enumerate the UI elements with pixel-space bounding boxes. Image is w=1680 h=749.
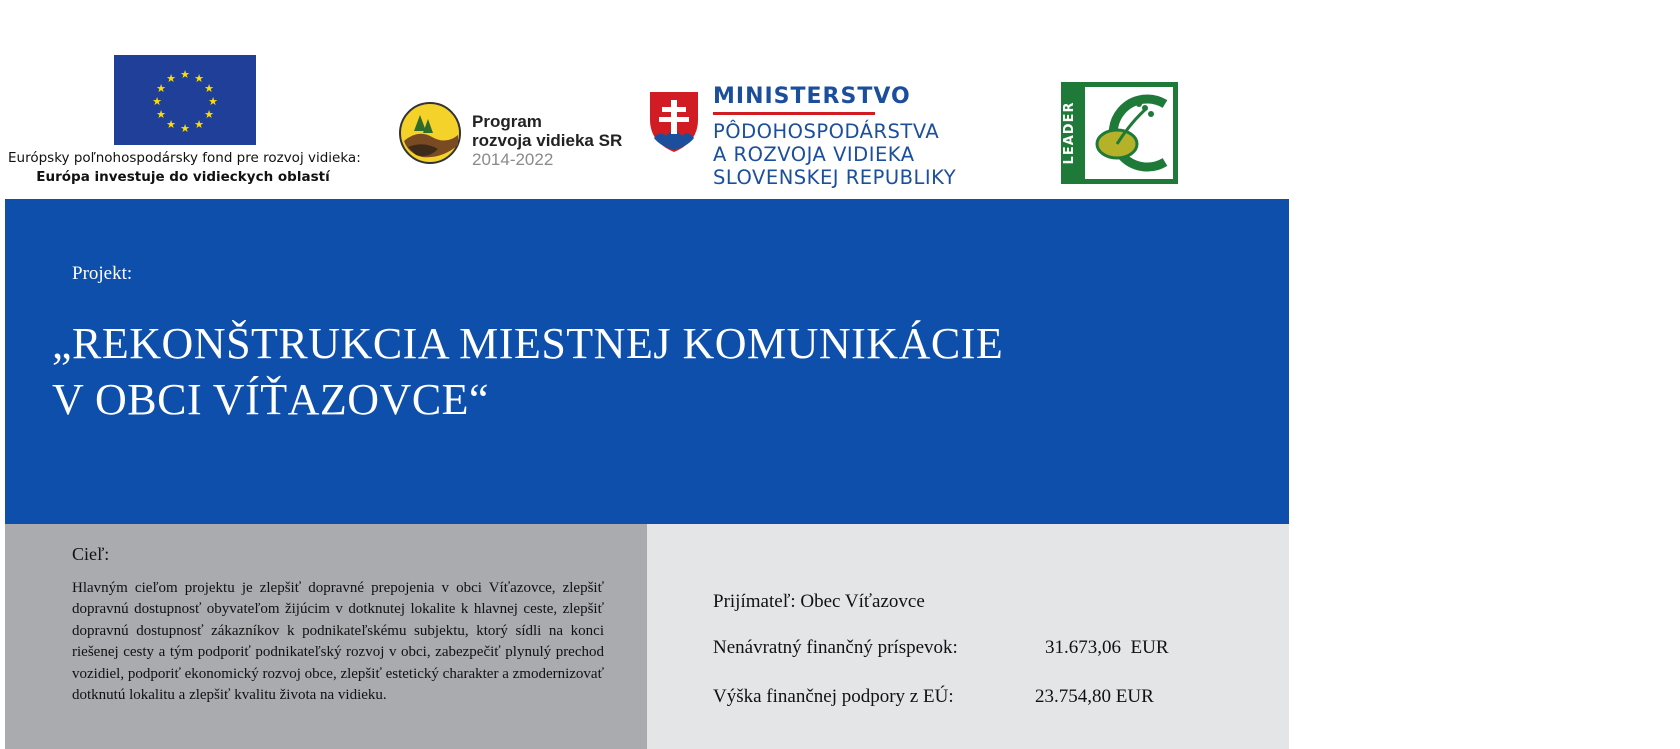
svg-text:★: ★ — [194, 118, 204, 131]
eu-slogan: Európa investuje do vidieckych oblastí — [36, 169, 330, 185]
svg-text:★: ★ — [166, 72, 176, 85]
ministry-line-2: PÔDOHOSPODÁRSTVA — [713, 120, 940, 143]
grant-value: 31.673,06 EUR — [1045, 637, 1169, 658]
leader-text: LEADER — [1062, 101, 1077, 165]
eu-flag-icon — [114, 55, 256, 145]
svg-text:★: ★ — [204, 108, 214, 121]
rural-program-logo-icon — [398, 101, 462, 165]
leader-logo-icon — [1061, 82, 1178, 184]
program-years: 2014-2022 — [472, 150, 554, 169]
svg-text:★: ★ — [166, 118, 176, 131]
svg-text:★: ★ — [204, 82, 214, 95]
svg-text:★: ★ — [208, 95, 218, 108]
project-title-line-2: V OBCI VÍŤAZOVCE“ — [52, 375, 490, 424]
program-subtitle: rozvoja vidieka SR — [472, 131, 623, 150]
svg-text:★: ★ — [180, 122, 190, 135]
ministry-line-3: A ROZVOJA VIDIEKA — [713, 143, 915, 166]
svg-text:★: ★ — [156, 108, 166, 121]
recipient: Prijímateľ: Obec Víťazovce — [713, 591, 925, 612]
program-title: Program — [472, 112, 542, 131]
eu-fund-caption: Európsky poľnohospodársky fond pre rozvoj vidieka: — [8, 150, 361, 166]
project-title-line-1: „REKONŠTRUKCIA MIESTNEJ KOMUNIKÁCIE — [52, 319, 1004, 368]
ministry-title: MINISTERSTVO — [713, 84, 911, 109]
eu-support-label: Výška finančnej podpory z EÚ: — [713, 686, 954, 707]
slovak-coat-of-arms-icon — [648, 90, 700, 154]
svg-text:★: ★ — [180, 68, 190, 81]
eu-support-value: 23.754,80 EUR — [1035, 686, 1154, 707]
ministry-line-4: SLOVENSKEJ REPUBLIKY — [713, 166, 957, 189]
grant-label: Nenávratný finančný príspevok: — [713, 637, 958, 658]
svg-text:★: ★ — [194, 72, 204, 85]
svg-text:★: ★ — [156, 82, 166, 95]
goal-label: Cieľ: — [72, 544, 110, 564]
svg-text:★: ★ — [152, 95, 162, 108]
ministry-divider — [713, 112, 875, 115]
project-label: Projekt: — [72, 263, 133, 284]
goal-description: Hlavným cieľom projektu je zlepšiť dopravné prepojenia v obci Víťazovce, zlepšiť dopravnú dostupnosť obyvateľom žijúcim v dotknutej lokalite k hlavnej ceste, zlepšiť dopravnú dostupnosť zákazníkov k podnikateľskému subjektu, ktorý sídli na konci riešenej cesty a tým podporiť podnikateľský rozvoj v obci, zabezpečiť plynulý prechod vozidiel, podporiť ekonomický rozvoj obce, zlepšiť estetický charakter a zmodernizovať dotknutú lokalitu a zlepšiť kvalitu života na vidieku. — [72, 580, 604, 704]
